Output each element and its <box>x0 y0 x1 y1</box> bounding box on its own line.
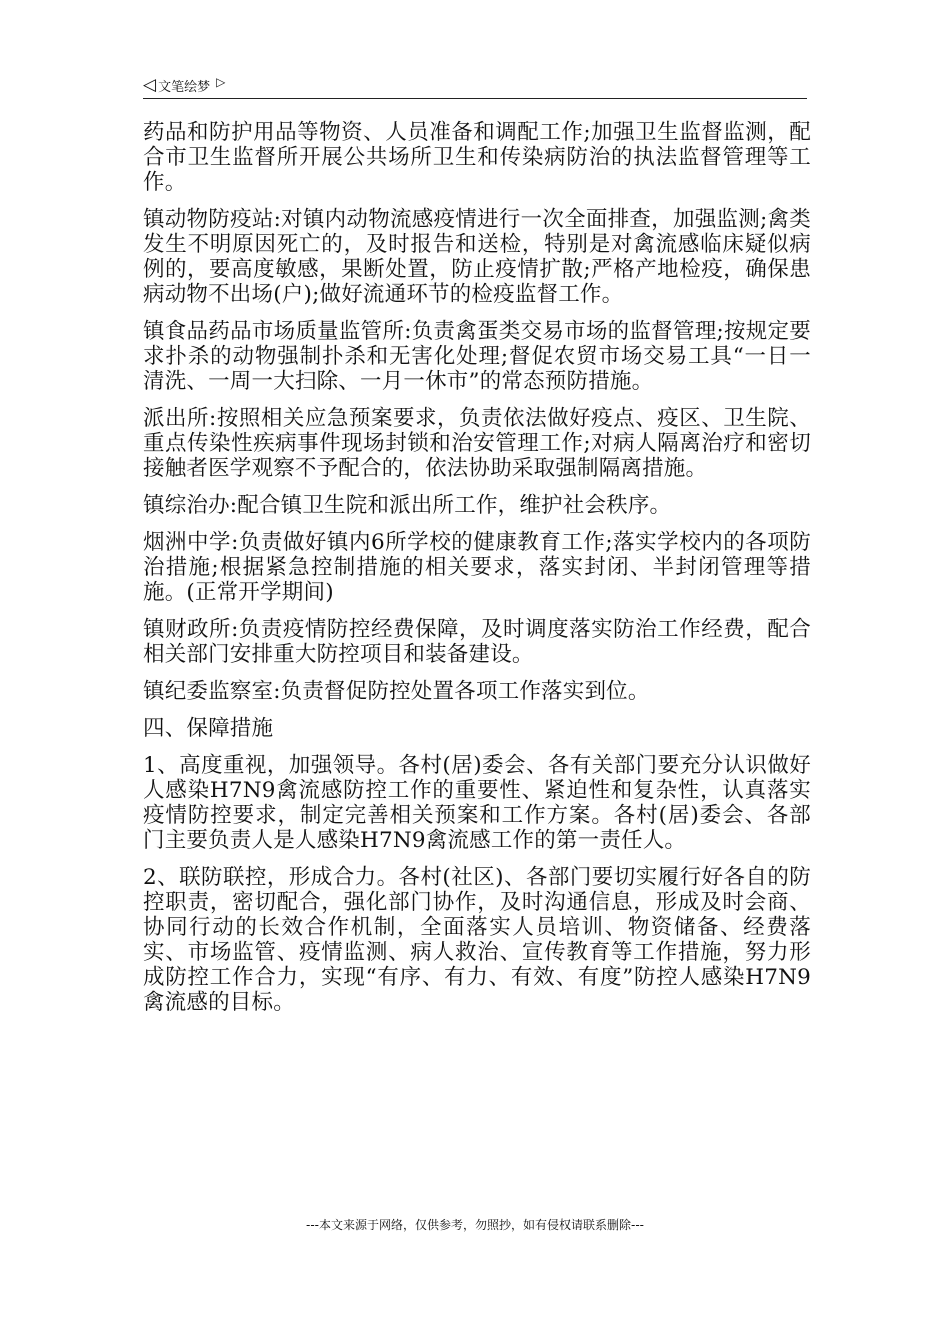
section-heading-safeguards: 四、保障措施 <box>143 716 274 741</box>
page-footer: ---本文来源于网络，仅供参考，勿照抄，如有侵权请联系删除--- <box>306 1218 644 1232</box>
paragraph-finance-office: 镇财政所:负责疫情防控经费保障，及时调度落实防治工作经费，配合相关部门安排重大防控项目和装备建设。 <box>143 617 811 667</box>
left-triangle-icon: ◁ <box>143 74 157 95</box>
paragraph-food-drug-supervision: 镇食品药品市场质量监管所:负责禽蛋类交易市场的监督管理;按规定要求扑杀的动物强制扑杀和无害化处理;督促农贸市场交易工具“一日一清洗、一周一大扫除、一月一休市”的常态预防措施。 <box>143 319 811 394</box>
right-triangle-icon: ▷ <box>216 75 226 89</box>
paragraph-supplies: 药品和防护用品等物资、人员准备和调配工作;加强卫生监督监测，配合市卫生监督所开展公共场所卫生和传染病防治的执法监督管理等工作。 <box>143 120 811 195</box>
paragraph-middle-school: 烟洲中学:负责做好镇内6所学校的健康教育工作;落实学校内的各项防治措施;根据紧急控制措施的相关要求，落实封闭、半封闭管理等措施。(正常开学期间) <box>143 530 811 605</box>
paragraph-comprehensive-office: 镇综治办:配合镇卫生院和派出所工作，维护社会秩序。 <box>143 493 672 518</box>
paragraph-item-2: 2、联防联控，形成合力。各村(社区)、各部门要切实履行好各自的防控职责，密切配合，强化部门协作，及时沟通信息，形成及时会商、协同行动的长效合作机制，全面落实人员培训、物资储备、经费落实、市场监管、疫情监测、病人救治、宣传教育等工作措施，努力形成防控工作合力，实现“有序、有力、有效、有度”防控人感染H7N9禽流感的目标。 <box>143 865 811 1015</box>
document-body <box>143 120 811 1027</box>
page-header <box>143 72 807 99</box>
paragraph-animal-epidemic-station: 镇动物防疫站:对镇内动物流感疫情进行一次全面排查，加强监测;禽类发生不明原因死亡的，及时报告和送检，特别是对禽流感临床疑似病例的，要高度敏感，果断处置，防止疫情扩散;严格产地检疫，确保患病动物不出场(户);做好流通环节的检疫监督工作。 <box>143 207 811 307</box>
paragraph-discipline-office: 镇纪委监察室:负责督促防控处置各项工作落实到位。 <box>143 679 650 704</box>
paragraph-police-station: 派出所:按照相关应急预案要求，负责依法做好疫点、疫区、卫生院、重点传染性疾病事件现场封锁和治安管理工作;对病人隔离治疗和密切接触者医学观察不予配合的，依法协助采取强制隔离措施。 <box>143 406 811 481</box>
header-brand: 文笔绘梦 <box>158 79 211 95</box>
paragraph-item-1: 1、高度重视，加强领导。各村(居)委会、各有关部门要充分认识做好人感染H7N9禽流感防控工作的重要性、紧迫性和复杂性，认真落实疫情防控要求，制定完善相关预案和工作方案。各村(居)委会、各部门主要负责人是人感染H7N9禽流感工作的第一责任人。 <box>143 753 811 853</box>
